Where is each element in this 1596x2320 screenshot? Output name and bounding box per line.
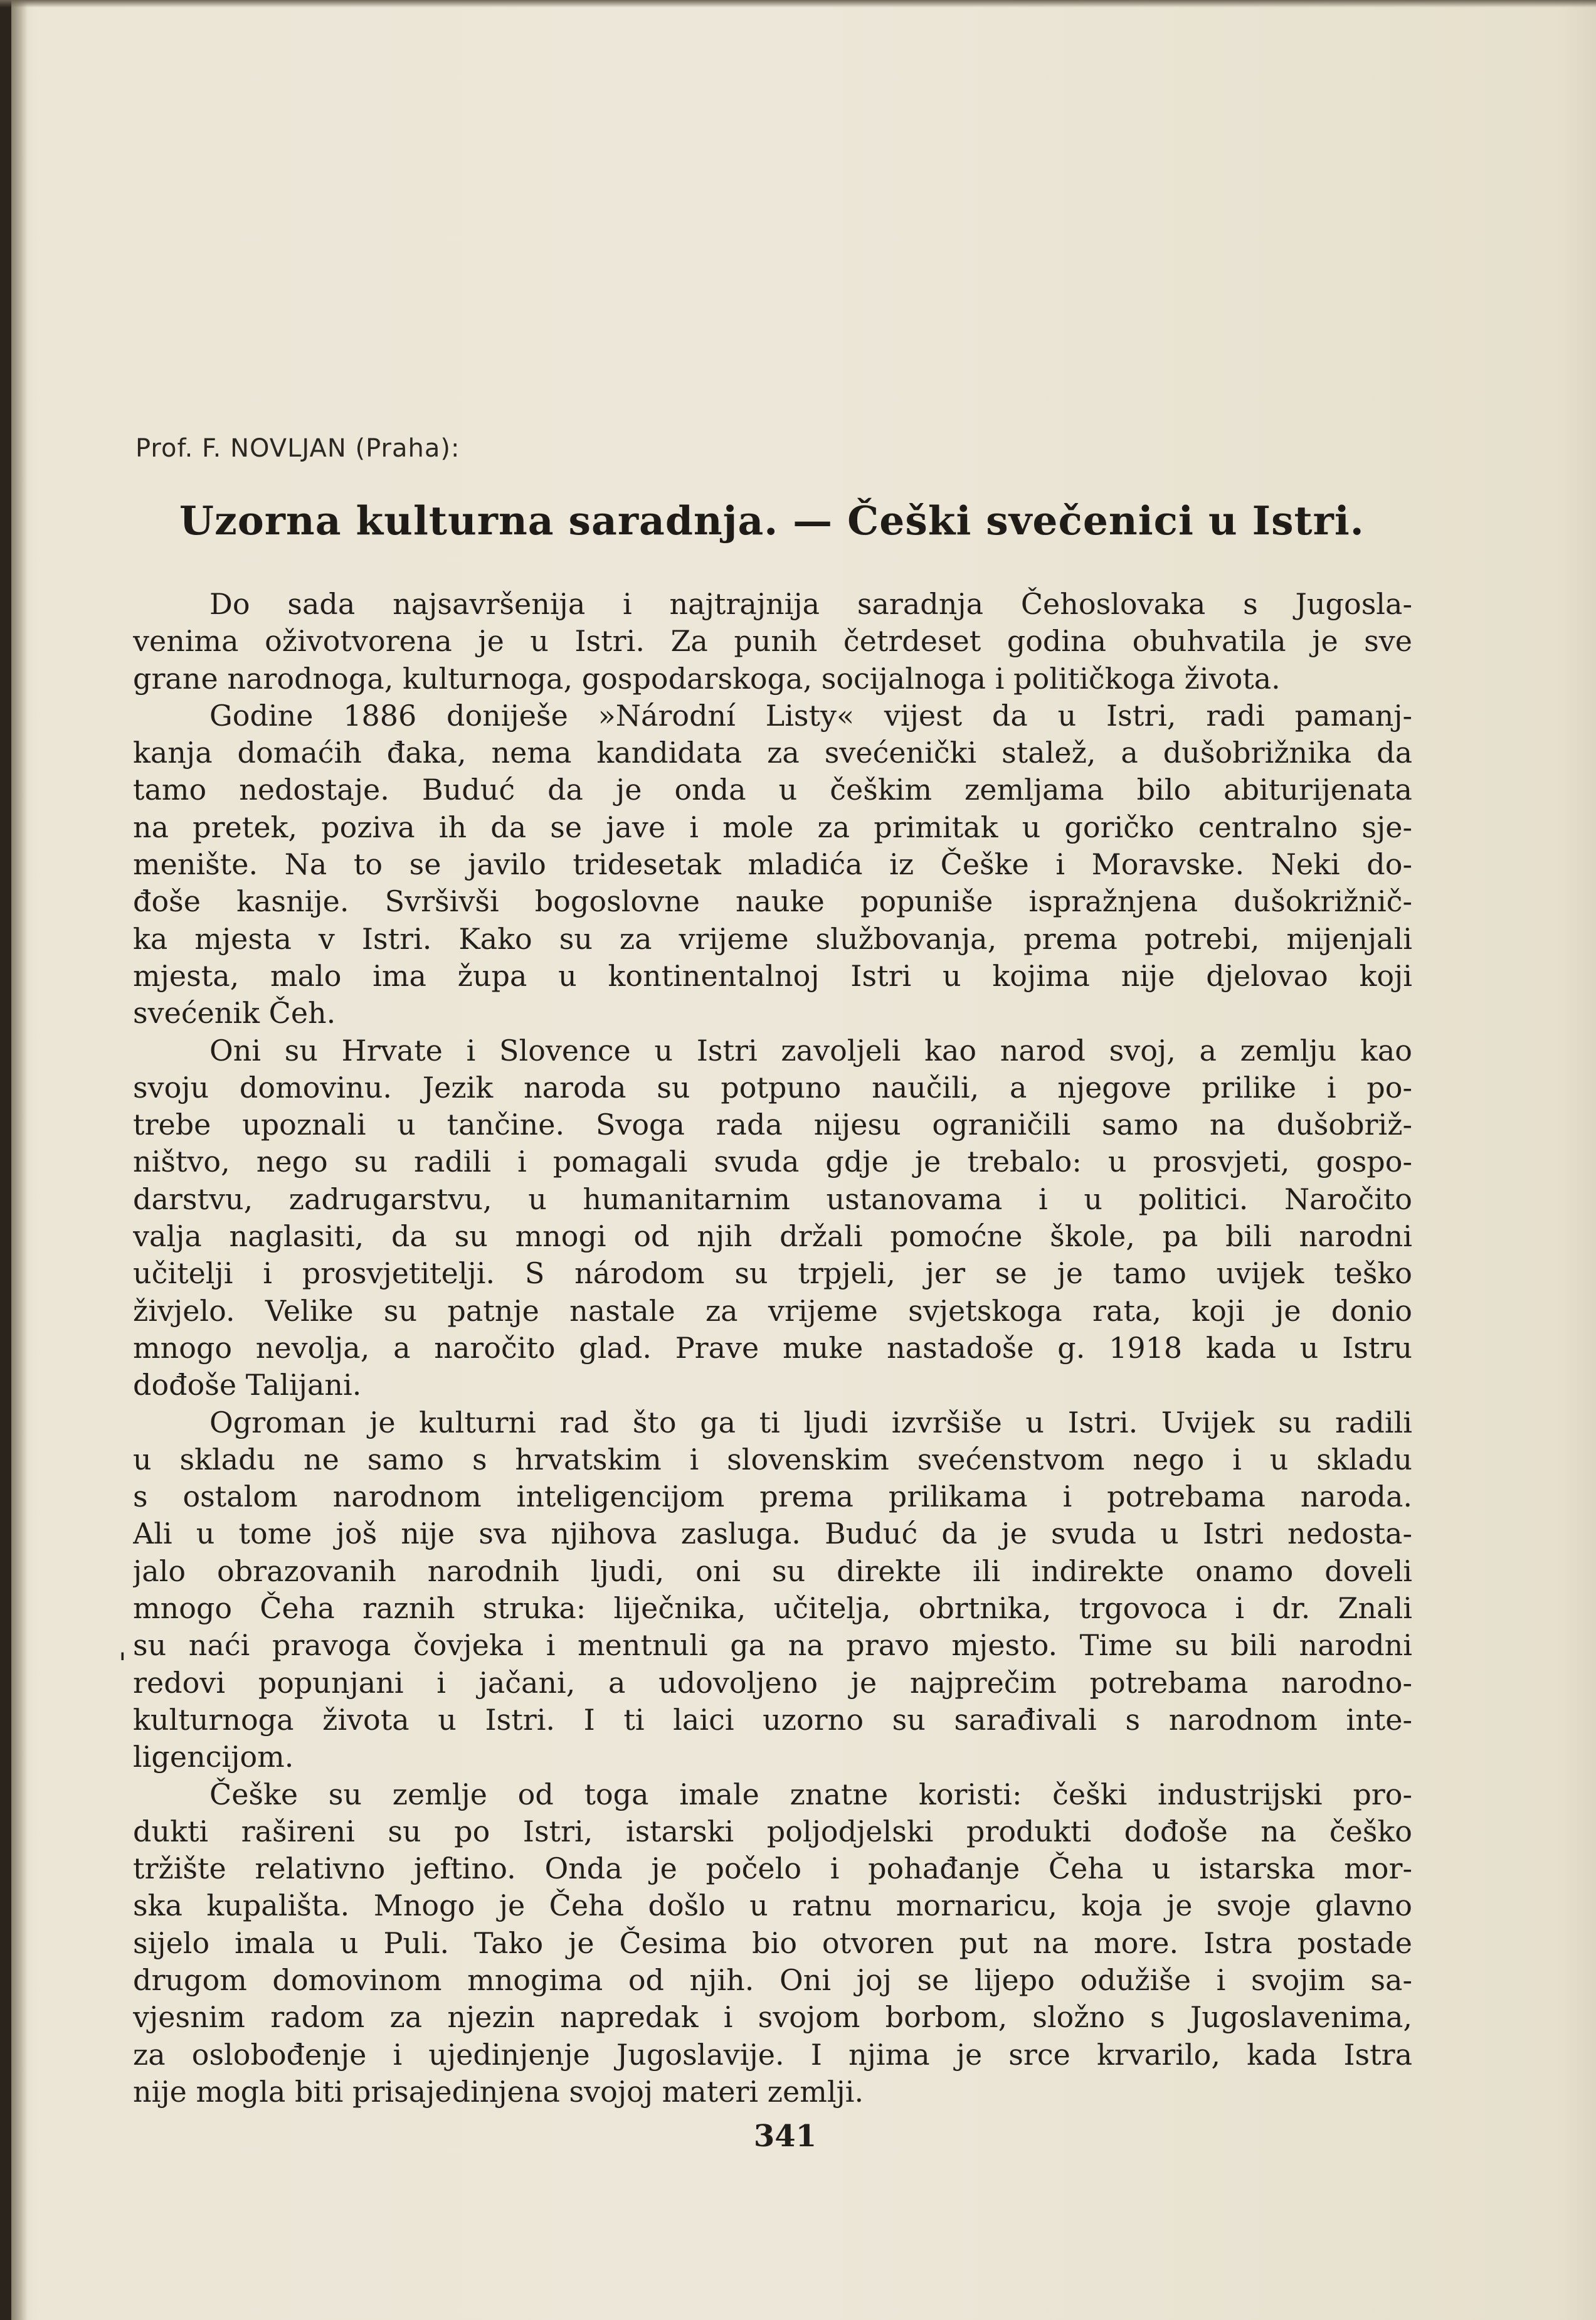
text-line: Ogroman je kulturni rad što ga ti ljudi izvršiše u Istri. Uvijek su radili: [209, 1405, 1412, 1439]
text-line: Češke su zemlje od toga imale znatne koristi: češki industrijski pro-: [209, 1777, 1412, 1811]
text-line: jalo obrazovanih narodnih ljudi, oni su direkte ili indirekte onamo doveli: [133, 1554, 1412, 1588]
text-line: ligencijom.: [133, 1740, 294, 1774]
article-title: Uzorna kulturna saradnja. — Češki svečenici u Istri.: [179, 497, 1365, 544]
text-line: sijelo imala u Puli. Tako je Česima bio otvoren put na more. Istra postade: [133, 1925, 1412, 1960]
text-line: drugom domovinom mnogima od njih. Oni joj se lijepo odužiše i svojim sa-: [133, 1962, 1412, 1997]
text-line: kulturnoga života u Istri. I ti laici uzorno su sarađivali s narodnom inte-: [133, 1702, 1412, 1737]
book-binding-edge: [0, 0, 11, 2320]
binding-shadow: [11, 0, 28, 2320]
author-line: Prof. F. NOVLJAN (Praha):: [135, 434, 460, 463]
text-line: dukti rašireni su po Istri, istarski poljodjelski produkti dođoše na češko: [133, 1814, 1412, 1848]
text-line: kanja domaćih đaka, nema kandidata za svećenički stalež, a dušobrižnika da: [133, 736, 1412, 770]
text-line: na pretek, poziva ih da se jave i mole za primitak u goričko centralno sje-: [133, 810, 1412, 844]
text-line: darstvu, zadrugarstvu, u humanitarnim ustanovama i u politici. Naročito: [133, 1182, 1412, 1216]
text-line: vjesnim radom za njezin napredak i svojom borbom, složno s Jugoslavenima,: [133, 2000, 1412, 2035]
text-line: u skladu ne samo s hrvatskim i slovenskim svećenstvom nego i u skladu: [133, 1442, 1412, 1476]
text-line: svoju domovinu. Jezik naroda su potpuno naučili, a njegove prilike i po-: [133, 1070, 1412, 1104]
text-line: valja naglasiti, da su mnogi od njih držali pomoćne škole, pa bili narodni: [133, 1219, 1412, 1254]
text-line: za oslobođenje i ujedinjenje Jugoslavije. I njima je srce krvarilo, kada Istra: [133, 2037, 1412, 2072]
text-line: tamo nedostaje. Buduć da je onda u češkim zemljama bilo abiturijenata: [133, 773, 1412, 807]
text-line: živjelo. Velike su patnje nastale za vrijeme svjetskoga rata, koji je donio: [133, 1293, 1412, 1328]
text-line: tržište relativno jeftino. Onda je počelo i pohađanje Čeha u istarska mor-: [133, 1851, 1412, 1886]
text-line: venima oživotvorena je u Istri. Za punih četrdeset godina obuhvatila je sve: [133, 624, 1412, 659]
page-number: 341: [753, 2119, 817, 2154]
text-line: Do sada najsavršenija i najtrajnija saradnja Čehoslovaka s Jugosla-: [209, 587, 1412, 621]
text-line: s ostalom narodnom inteligencijom prema prilikama i potrebama naroda.: [133, 1480, 1412, 1514]
text-line: mnogo nevolja, a naročito glad. Prave muke nastadoše g. 1918 kada u Istru: [133, 1330, 1412, 1365]
text-line: Ali u tome još nije sva njihova zasluga. Buduć da je svuda u Istri nedosta-: [133, 1517, 1412, 1551]
text-line: su naći pravoga čovjeka i mentnuli ga na pravo mjesto. Time su bili narodni: [133, 1628, 1412, 1663]
page-content: [119, 0, 1412, 2320]
text-line: menište. Na to se javilo tridesetak mladića iz Češke i Moravske. Neki do-: [133, 847, 1412, 882]
text-line: Godine 1886 doniješe »Národní Listy« vijest da u Istri, radi pamanj-: [209, 698, 1412, 733]
text-line: dođoše Talijani.: [133, 1368, 362, 1402]
text-line: nije mogla biti prisajedinjena svojoj materi zemlji.: [133, 2074, 864, 2109]
text-line: đoše kasnije. Svršivši bogoslovne nauke popuniše ispražnjena dušokrižnič-: [133, 884, 1412, 919]
text-line: mjesta, malo ima župa u kontinentalnoj Istri u kojima nije djelovao koji: [133, 958, 1412, 993]
text-line: trebe upoznali u tančine. Svoga rada nijesu ograničili samo na dušobriž-: [133, 1108, 1412, 1142]
article-body: [133, 586, 1412, 2111]
text-line: ka mjesta v Istri. Kako su za vrijeme službovanja, prema potrebi, mijenjali: [133, 921, 1412, 956]
text-line: redovi popunjani i jačani, a udovoljeno je najprečim potrebama narodno-: [133, 1665, 1412, 1700]
text-line: mnogo Čeha raznih struka: liječnika, učitelja, obrtnika, trgovoca i dr. Znali: [133, 1591, 1412, 1626]
margin-mark: ': [119, 1646, 127, 1680]
text-line: Oni su Hrvate i Slovence u Istri zavoljeli kao narod svoj, a zemlju kao: [209, 1033, 1412, 1067]
text-line: svećenik Čeh.: [133, 996, 336, 1030]
text-line: učitelji i prosvjetitelji. S národom su trpjeli, jer se je tamo uvijek teško: [133, 1256, 1412, 1291]
text-line: ska kupališta. Mnogo je Čeha došlo u ratnu mornaricu, koja je svoje glavno: [133, 1888, 1412, 1923]
text-line: ništvo, nego su radili i pomagali svuda gdje je trebalo: u prosvjeti, gospo-: [133, 1145, 1412, 1179]
text-line: grane narodnoga, kulturnoga, gospodarskoga, socijalnoga i političkoga života.: [133, 661, 1281, 696]
